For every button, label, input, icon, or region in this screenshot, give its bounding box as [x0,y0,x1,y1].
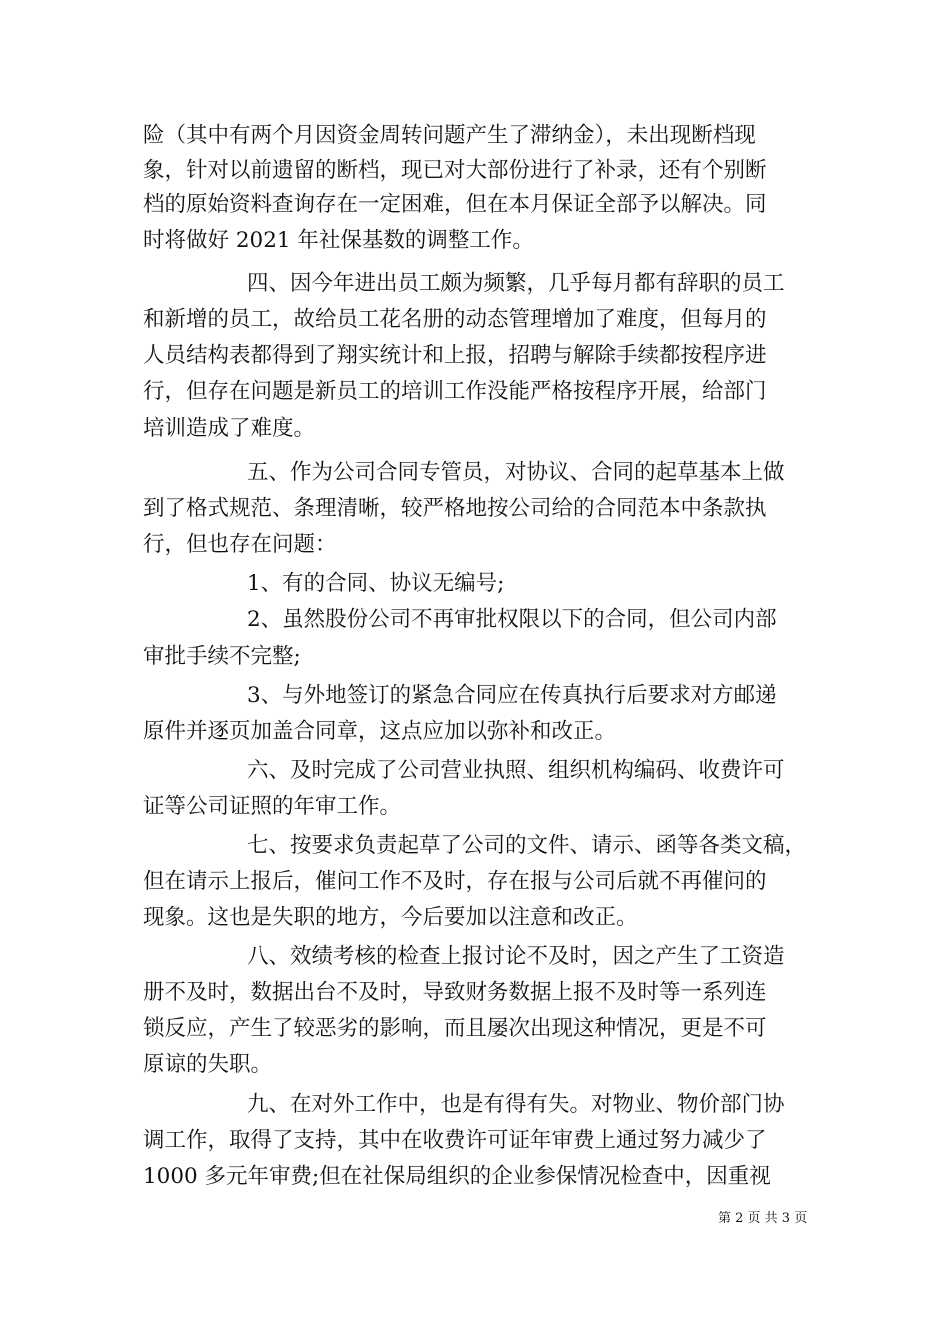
paragraph-line: 原谅的失职。 [143,1052,273,1077]
paragraph-line: 证等公司证照的年审工作。 [143,794,402,819]
paragraph-line: 现象。这也是失职的地方，今后要加以注意和改正。 [143,905,638,930]
paragraph-line: 人员结构表都得到了翔实统计和上报，招聘与解除手续都按程序进 [143,343,767,368]
paragraph-line: 六、及时完成了公司营业执照、组织机构编码、收费许可 [247,758,785,783]
paragraph-line: 行，但也存在问题： [143,532,337,557]
paragraph-line: 档的原始资料查询存在一定困难，但在本月保证全部予以解决。同 [143,192,767,217]
paragraph-line: 和新增的员工，故给员工花名册的动态管理增加了难度，但每月的 [143,307,767,332]
paragraph-line: 七、按要求负责起草了公司的文件、请示、函等各类文稿， [247,833,807,858]
list-item-line: 2、虽然股份公司不再审批权限以下的合同，但公司内部 [247,607,777,632]
list-item-line: 1、有的合同、协议无编号; [247,571,505,596]
paragraph-line: 调工作，取得了支持，其中在收费许可证年审费上通过努力减少了 [143,1128,767,1153]
page-number-footer: 第 2 页 共 3 页 [718,1211,808,1226]
paragraph-line: 培训造成了难度。 [143,416,316,441]
paragraph-line: 行，但存在问题是新员工的培训工作没能严格按程序开展，给部门 [143,379,767,404]
paragraph-line: 锁反应，产生了较恶劣的影响，而且屡次出现这种情况，更是不可 [143,1016,767,1041]
paragraph-line: 四、因今年进出员工颇为频繁，几乎每月都有辞职的员工 [247,271,785,296]
list-item-line: 3、与外地签订的紧急合同应在传真执行后要求对方邮递 [247,683,777,708]
paragraph-line: 八、效绩考核的检查上报讨论不及时，因之产生了工资造 [247,944,785,969]
paragraph-line: 册不及时，数据出台不及时，导致财务数据上报不及时等一系列连 [143,980,767,1005]
paragraph-line: 到了格式规范、条理清晰，较严格地按公司给的合同范本中条款执 [143,496,767,521]
list-item-line: 审批手续不完整; [143,644,301,669]
paragraph-line: 九、在对外工作中，也是有得有失。对物业、物价部门协 [247,1092,785,1117]
paragraph-line: 象，针对以前遗留的断档，现已对大部份进行了补录，还有个别断 [143,158,767,183]
list-item-line: 原件并逐页加盖合同章，这点应加以弥补和改正。 [143,719,617,744]
paragraph-line: 但在请示上报后，催问工作不及时，存在报与公司后就不再催问的 [143,869,767,894]
paragraph-line: 五、作为公司合同专管员，对协议、合同的起草基本上做 [247,460,785,485]
paragraph-line: 时将做好 2021 年社保基数的调整工作。 [143,228,534,253]
paragraph-line: 1000 多元年审费;但在社保局组织的企业参保情况检查中，因重视 [143,1164,771,1189]
paragraph-line: 险（其中有两个月因资金周转问题产生了滞纳金），未出现断档现 [143,123,756,148]
